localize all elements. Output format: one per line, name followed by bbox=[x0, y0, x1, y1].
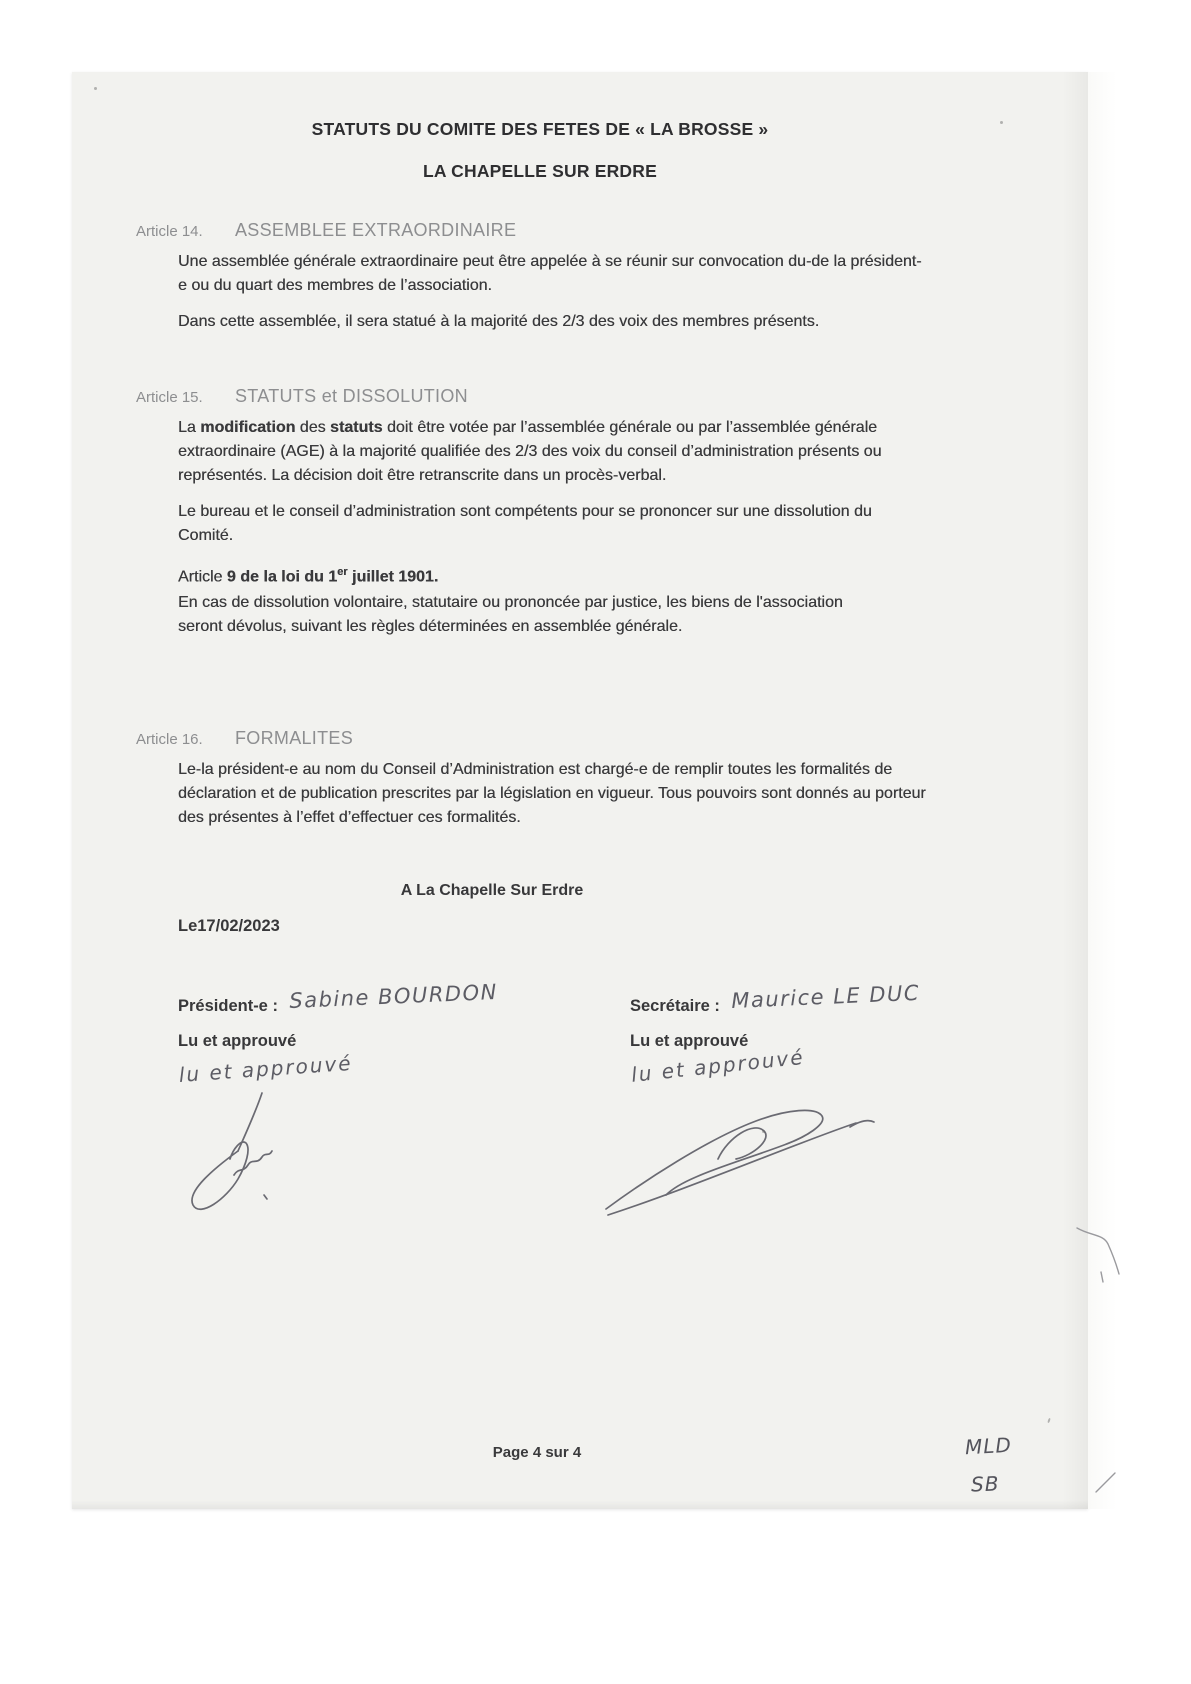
article-15-heading-row bbox=[72, 384, 1088, 410]
closing-place-line: A La Chapelle Sur Erdre bbox=[400, 882, 584, 899]
article-15-label: Article 15. bbox=[136, 389, 203, 406]
article-15-section bbox=[72, 384, 1088, 651]
document-title-block bbox=[72, 118, 1008, 182]
article-14-heading-row bbox=[72, 218, 1088, 244]
pen-mark-bottom-corner bbox=[1093, 1470, 1119, 1496]
margin-initials-sb: SB bbox=[970, 1471, 1000, 1497]
text-segment-bold: juillet 1901. bbox=[347, 568, 439, 586]
text-segment-bold: statuts bbox=[330, 419, 383, 436]
page-bottom-shading bbox=[72, 1500, 1088, 1509]
text-segment-bold: modification bbox=[200, 419, 296, 436]
article-16-heading-row bbox=[72, 726, 1088, 752]
article-14-body bbox=[178, 250, 930, 334]
president-signature bbox=[178, 1091, 308, 1211]
article-16-body bbox=[178, 758, 930, 830]
paragraph: En cas de dissolution volontaire, statutaire ou prononcée par justice, les biens de l'association seront dévolus, suivant les règles déterminées en assemblée générale. bbox=[178, 594, 843, 636]
page-edge-shading bbox=[1062, 72, 1088, 1509]
secretary-signature-block bbox=[630, 980, 1060, 1222]
paragraph: Dans cette assemblée, il sera statué à la majorité des 2/3 des voix des membres présents. bbox=[178, 313, 820, 330]
text-segment: doit être votée par l’assemblée générale ou par l’assemblée générale extraordinaire (AGE) à la majorité qualifiée des 2/3 des voix du conseil d’administration présents ou représentés. La décision doit être retranscrite dans un procès-verbal. bbox=[178, 419, 882, 484]
closing-date-line: Le17/02/2023 bbox=[178, 917, 280, 935]
document-page bbox=[72, 72, 1088, 1509]
article-16-heading: FORMALITES bbox=[235, 728, 354, 748]
article-16-section bbox=[72, 726, 1088, 842]
secretary-approval-label: Lu et approuvé bbox=[630, 1032, 749, 1050]
president-name-handwritten: Sabine BOURDON bbox=[288, 979, 499, 1014]
secretary-approval-handwritten: lu et approuvé bbox=[630, 1044, 806, 1087]
scan-speck bbox=[762, 1130, 765, 1133]
document-title: STATUTS DU COMITE DES FETES DE « LA BROSSE » bbox=[311, 119, 769, 139]
article-16-label: Article 16. bbox=[136, 731, 203, 748]
text-segment: La bbox=[178, 419, 201, 436]
law-reference-line bbox=[178, 560, 930, 589]
scan-edge-strip bbox=[1088, 72, 1117, 1509]
article-14-section bbox=[72, 218, 1088, 346]
superscript: er bbox=[337, 566, 348, 578]
article-14-label: Article 14. bbox=[136, 223, 203, 240]
article-15-heading: STATUTS et DISSOLUTION bbox=[235, 386, 468, 406]
paragraph bbox=[178, 416, 930, 488]
president-approval-handwritten: lu et approuvé bbox=[178, 1050, 354, 1087]
document-subtitle: LA CHAPELLE SUR ERDRE bbox=[423, 161, 657, 181]
article-15-body bbox=[178, 416, 930, 639]
text-segment: Article bbox=[178, 568, 227, 586]
secretary-name-handwritten: Maurice LE DUC bbox=[730, 980, 921, 1014]
pen-mark-right-edge bbox=[1075, 1222, 1125, 1288]
president-role-row bbox=[178, 979, 608, 1018]
secretary-signature bbox=[600, 1097, 885, 1222]
president-signature-block bbox=[178, 979, 608, 1211]
secretary-role-label: Secrétaire : bbox=[630, 997, 720, 1015]
president-approval-label: Lu et approuvé bbox=[178, 1032, 297, 1050]
secretary-role-row bbox=[630, 980, 1060, 1018]
text-segment: des bbox=[295, 419, 331, 436]
page-number: Page 4 sur 4 bbox=[492, 1444, 582, 1461]
text-segment-bold: 9 de la loi du 1 bbox=[226, 568, 338, 586]
president-role-label: Président-e : bbox=[178, 997, 278, 1015]
scan-speck bbox=[1000, 121, 1003, 124]
margin-initials-mld: MLD bbox=[964, 1432, 1013, 1460]
paragraph: Une assemblée générale extraordinaire peut être appelée à se réunir sur convocation du-de la président-e ou du quart des membres de l’association. bbox=[178, 253, 922, 294]
paragraph: Le-la président-e au nom du Conseil d’Administration est chargé-e de remplir toutes les formalités de déclaration et de publication prescrites par la législation en vigueur. Tous pouvoirs sont donnés au porteur des présentes à l’effet d’effectuer ces formalités. bbox=[178, 761, 926, 826]
scan-speck bbox=[94, 87, 97, 90]
article-14-heading: ASSEMBLEE EXTRAORDINAIRE bbox=[235, 220, 517, 240]
paragraph: Le bureau et le conseil d’administration sont compétents pour se prononcer sur une dissolution du Comité. bbox=[178, 503, 872, 544]
